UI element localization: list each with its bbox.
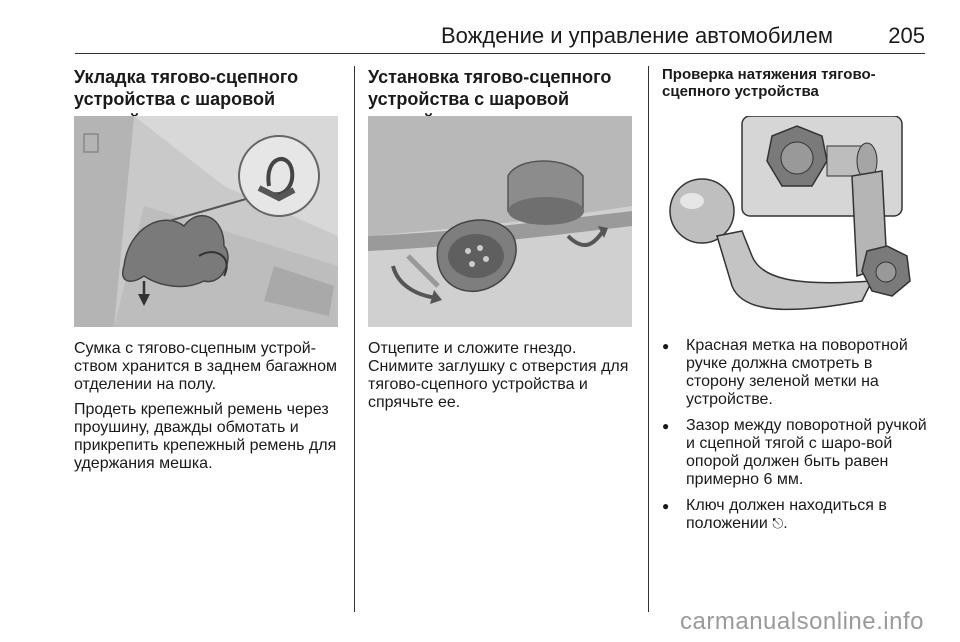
- paragraph: Отцепите и сложите гнездо. Снимите заглушку с отверстия для тягово-сцепного устройства и спрячьте ее.: [368, 340, 629, 411]
- section-body: [368, 340, 634, 419]
- section-stowing: [74, 66, 340, 472]
- paragraph: Сумка с тягово-сцепным устрой-ством хранится в заднем багажном отделении на полу.: [74, 340, 338, 393]
- section-heading: Укладка тягово-сцепного устройства с шаровой: [74, 67, 299, 109]
- list-item: ● Ключ должен находиться в положении ⎋.: [662, 497, 928, 533]
- list-item: ● Зазор между поворотной ручкой и сцепной тягой с шаро-вой опорой должен быть равен примерно 6 мм.: [662, 417, 928, 489]
- page-number: 205: [888, 23, 925, 48]
- trunk-bag-illustration: [74, 116, 338, 327]
- page-header: [75, 22, 925, 52]
- list-item: ● Красная метка на поворотной ручке должна смотреть в сторону зеленой метки на устройстве.: [662, 337, 928, 409]
- watermark: carmanualsonline.info: [680, 608, 924, 635]
- section-body: [74, 340, 340, 480]
- socket-installation-illustration: [368, 116, 632, 327]
- section-heading: Установка тягово-сцепного устройства с шаровой: [368, 67, 612, 109]
- key-lock-icon: ⎋: [772, 516, 784, 532]
- header-title: Вождение и управление автомобилем: [440, 23, 833, 48]
- section-install: [368, 66, 634, 411]
- section-heading: Проверка натяжения тягово-сцепного устройства: [662, 66, 876, 100]
- towbar-check-illustration: [662, 116, 926, 327]
- column-divider: [354, 66, 355, 612]
- check-list: [662, 337, 928, 541]
- header-rule: [75, 53, 925, 54]
- column-divider: [648, 66, 649, 612]
- section-check: [662, 66, 928, 532]
- paragraph: Продеть крепежный ремень через проушину, дважды обмотать и прикрепить крепежный ремень для удержания мешка.: [74, 401, 337, 472]
